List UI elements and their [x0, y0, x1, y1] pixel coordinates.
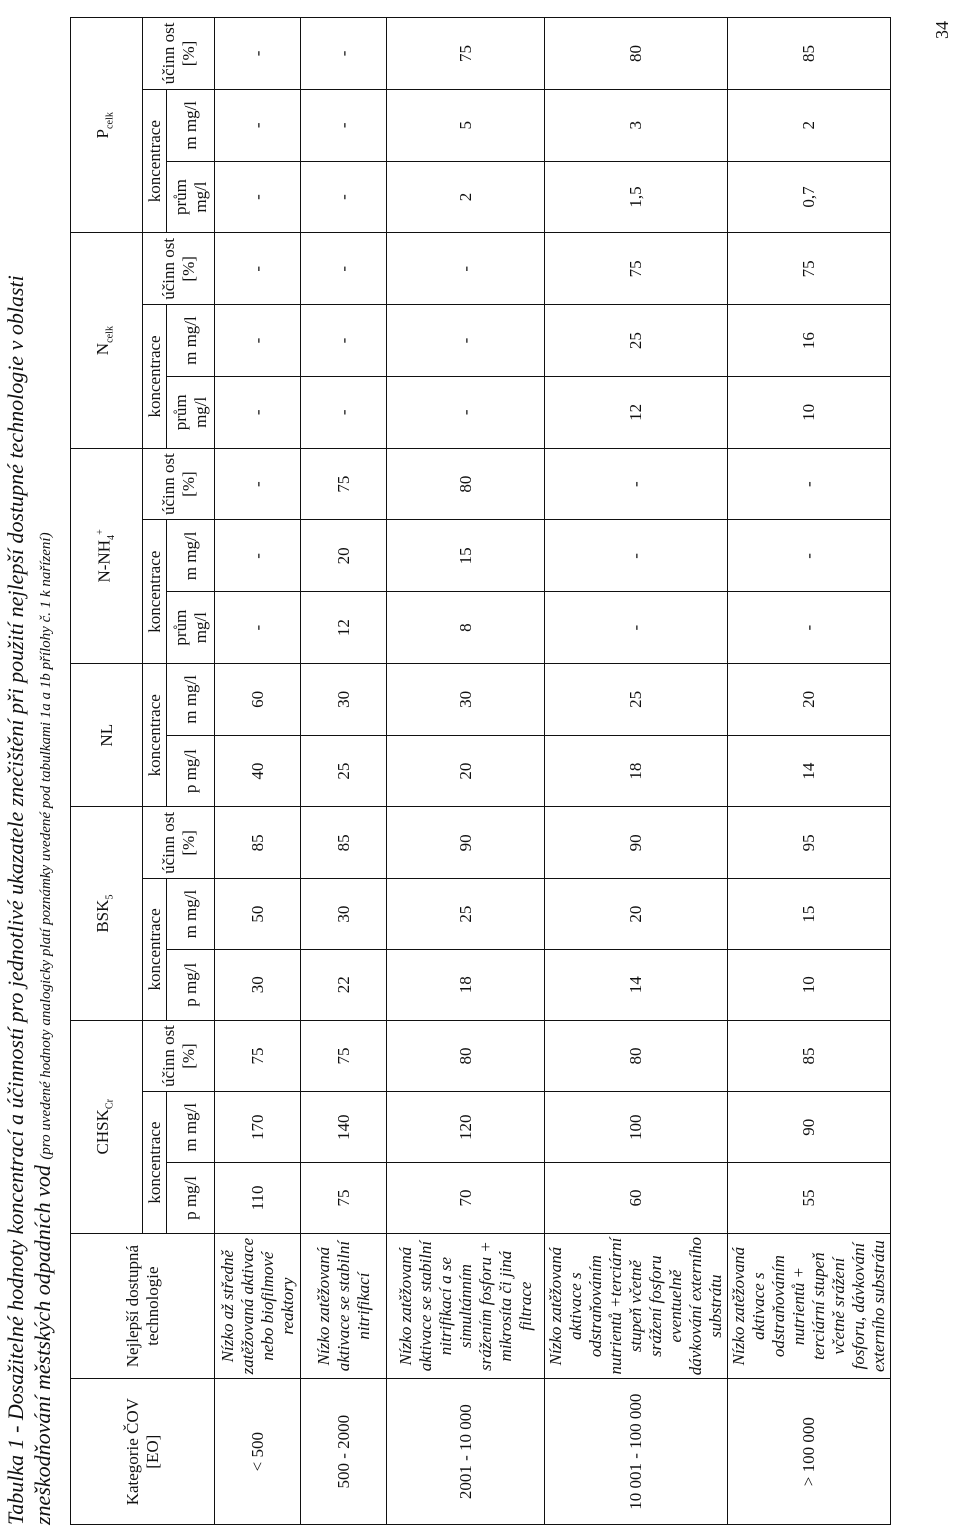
cell: 25: [301, 735, 387, 807]
cell: 25: [387, 879, 545, 950]
header-technology: Nejlepší dostupná technologie: [71, 1233, 215, 1379]
cell: 15: [728, 879, 891, 950]
cell: -: [215, 18, 301, 90]
cell: -: [387, 376, 545, 448]
caption-note: (pro uvedené hodnoty analogicky platí poznámky uvedené pod tabulkami 1a a 1b přílohy č. 1 k nařízení): [38, 532, 54, 1160]
header-koncentrace: koncentrace: [143, 1092, 167, 1233]
cell: 70: [387, 1163, 545, 1234]
pollution-limits-table: [70, 17, 891, 1525]
cell: 80: [387, 448, 545, 520]
cell: -: [301, 233, 387, 305]
cell: 90: [387, 807, 545, 879]
header-col-p: p mg/l: [167, 1163, 215, 1234]
row-technology: Nízko zatěžovaná aktivace se stabilní nitrifikací: [301, 1233, 387, 1379]
cell: -: [301, 305, 387, 377]
header-ucinnost: účinn ost [%]: [143, 1020, 215, 1092]
header-group-nl: NL: [71, 663, 143, 807]
header-koncentrace: koncentrace: [143, 520, 167, 664]
header-col-prum: prům mg/l: [167, 376, 215, 448]
header-col-m: m mg/l: [167, 305, 215, 377]
cell: 12: [301, 592, 387, 664]
cell: -: [545, 448, 728, 520]
cell: 110: [215, 1163, 301, 1234]
header-group-nnh4: $N-NH_4^+$: [71, 448, 143, 663]
caption-main: zneškodňování městských odpadních vod: [30, 1165, 55, 1525]
cell: 85: [728, 1020, 891, 1092]
cell: 80: [545, 1020, 728, 1092]
cell: 75: [545, 233, 728, 305]
cell: -: [215, 448, 301, 520]
cell: -: [215, 233, 301, 305]
cell: 60: [545, 1163, 728, 1234]
cell: -: [387, 233, 545, 305]
cell: -: [728, 592, 891, 664]
cell: 2: [387, 161, 545, 233]
header-col-p: p mg/l: [167, 735, 215, 807]
cell: 16: [728, 305, 891, 377]
cell: -: [728, 520, 891, 592]
cell: 14: [728, 735, 891, 807]
header-col-prum: prům mg/l: [167, 592, 215, 664]
cell: 20: [545, 879, 728, 950]
cell: 20: [728, 663, 891, 735]
cell: 2: [728, 89, 891, 161]
header-koncentrace: koncentrace: [143, 879, 167, 1020]
table-row: [387, 18, 545, 1525]
row-technology: Nízko až středně zatěžovaná aktivace nebo biofilmové reaktory: [215, 1233, 301, 1379]
cell: 75: [387, 18, 545, 90]
cell: -: [215, 89, 301, 161]
row-category: 2001 - 10 000: [387, 1379, 545, 1525]
header-koncentrace: koncentrace: [143, 305, 167, 449]
caption-line-1: Tabulka 1 - Dosažitelné hodnoty koncentrací a účinností pro jednotlivé ukazatele znečištění při použití nejlepší dostupné technologie v oblasti: [3, 275, 28, 1525]
cell: 3: [545, 89, 728, 161]
row-category: 500 - 2000: [301, 1379, 387, 1525]
cell: 120: [387, 1092, 545, 1163]
cell: 75: [301, 448, 387, 520]
cell: -: [215, 592, 301, 664]
cell: 18: [545, 735, 728, 807]
cell: 50: [215, 879, 301, 950]
cell: 85: [301, 807, 387, 879]
cell: -: [215, 376, 301, 448]
row-category: < 500: [215, 1379, 301, 1525]
cell: 0,7: [728, 161, 891, 233]
header-koncentrace: koncentrace: [143, 89, 167, 233]
table-caption: [2, 25, 60, 1525]
header-col-m: m mg/l: [167, 663, 215, 735]
cell: 40: [215, 735, 301, 807]
cell: 20: [301, 520, 387, 592]
cell: 12: [545, 376, 728, 448]
cell: 30: [215, 949, 301, 1020]
table-body: [215, 18, 891, 1525]
row-technology: Nízko zatěžovaná aktivace s odstraňováním nutrientů +terciární stupeň včetně srážení fosforu eventuelně dávkování externího substrátu: [545, 1233, 728, 1379]
cell: 140: [301, 1092, 387, 1163]
header-group-chsk: $CHSK_{Cr}$: [71, 1020, 143, 1233]
header-group-bsk: $BSK_5$: [71, 807, 143, 1020]
header-group-ncelk: $N_{celk}$: [71, 233, 143, 448]
cell: 80: [387, 1020, 545, 1092]
cell: 75: [215, 1020, 301, 1092]
table-row: [215, 18, 301, 1525]
header-col-prum: prům mg/l: [167, 161, 215, 233]
cell: 100: [545, 1092, 728, 1163]
cell: -: [215, 161, 301, 233]
row-technology: Nízko zatěžovaná aktivace se stabilní nitrifikací a se simultánním srážením fosforu + mikrosíta či jiná filtrace: [387, 1233, 545, 1379]
cell: -: [545, 592, 728, 664]
cell: 30: [301, 879, 387, 950]
cell: 10: [728, 949, 891, 1020]
row-technology: Nízko zatěžovaná aktivace s odstraňováním nutrientů + terciární stupeň včetně srážení fosforu, dávkování externího substrátu: [728, 1233, 891, 1379]
row-category: > 100 000: [728, 1379, 891, 1525]
header-group-pcelk: $P_{celk}$: [71, 18, 143, 233]
cell: 18: [387, 949, 545, 1020]
cell: 90: [728, 1092, 891, 1163]
cell: 20: [387, 735, 545, 807]
cell: -: [301, 376, 387, 448]
header-col-p: p mg/l: [167, 949, 215, 1020]
header-col-m: m mg/l: [167, 520, 215, 592]
cell: -: [387, 305, 545, 377]
row-category: 10 001 - 100 000: [545, 1379, 728, 1525]
cell: -: [301, 89, 387, 161]
caption-line-2: [29, 25, 60, 1525]
header-ucinnost: účinn ost [%]: [143, 18, 215, 90]
cell: 14: [545, 949, 728, 1020]
header-ucinnost: účinn ost [%]: [143, 807, 215, 879]
cell: 90: [545, 807, 728, 879]
table-row: [545, 18, 728, 1525]
cell: -: [301, 161, 387, 233]
cell: 75: [728, 233, 891, 305]
cell: 10: [728, 376, 891, 448]
header-col-m: m mg/l: [167, 1092, 215, 1163]
cell: 30: [301, 663, 387, 735]
cell: 75: [301, 1020, 387, 1092]
cell: 8: [387, 592, 545, 664]
table-row: [728, 18, 891, 1525]
page-number: 34: [932, 21, 952, 39]
header-koncentrace: koncentrace: [143, 663, 167, 807]
cell: 75: [301, 1163, 387, 1234]
cell: 1,5: [545, 161, 728, 233]
cell: 95: [728, 807, 891, 879]
cell: 55: [728, 1163, 891, 1234]
header-category: Kategorie ČOV [EO]: [71, 1379, 215, 1525]
cell: 15: [387, 520, 545, 592]
table-row: [301, 18, 387, 1525]
cell: -: [545, 520, 728, 592]
cell: -: [215, 305, 301, 377]
cell: 5: [387, 89, 545, 161]
cell: -: [301, 18, 387, 90]
cell: 60: [215, 663, 301, 735]
cell: 25: [545, 305, 728, 377]
cell: 85: [215, 807, 301, 879]
cell: 170: [215, 1092, 301, 1163]
cell: 25: [545, 663, 728, 735]
header-col-m: m mg/l: [167, 89, 215, 161]
header-ucinnost: účinn ost [%]: [143, 448, 215, 520]
header-ucinnost: účinn ost [%]: [143, 233, 215, 305]
cell: 85: [728, 18, 891, 90]
cell: -: [215, 520, 301, 592]
header-col-m: m mg/l: [167, 879, 215, 950]
cell: -: [728, 448, 891, 520]
cell: 80: [545, 18, 728, 90]
cell: 22: [301, 949, 387, 1020]
cell: 30: [387, 663, 545, 735]
